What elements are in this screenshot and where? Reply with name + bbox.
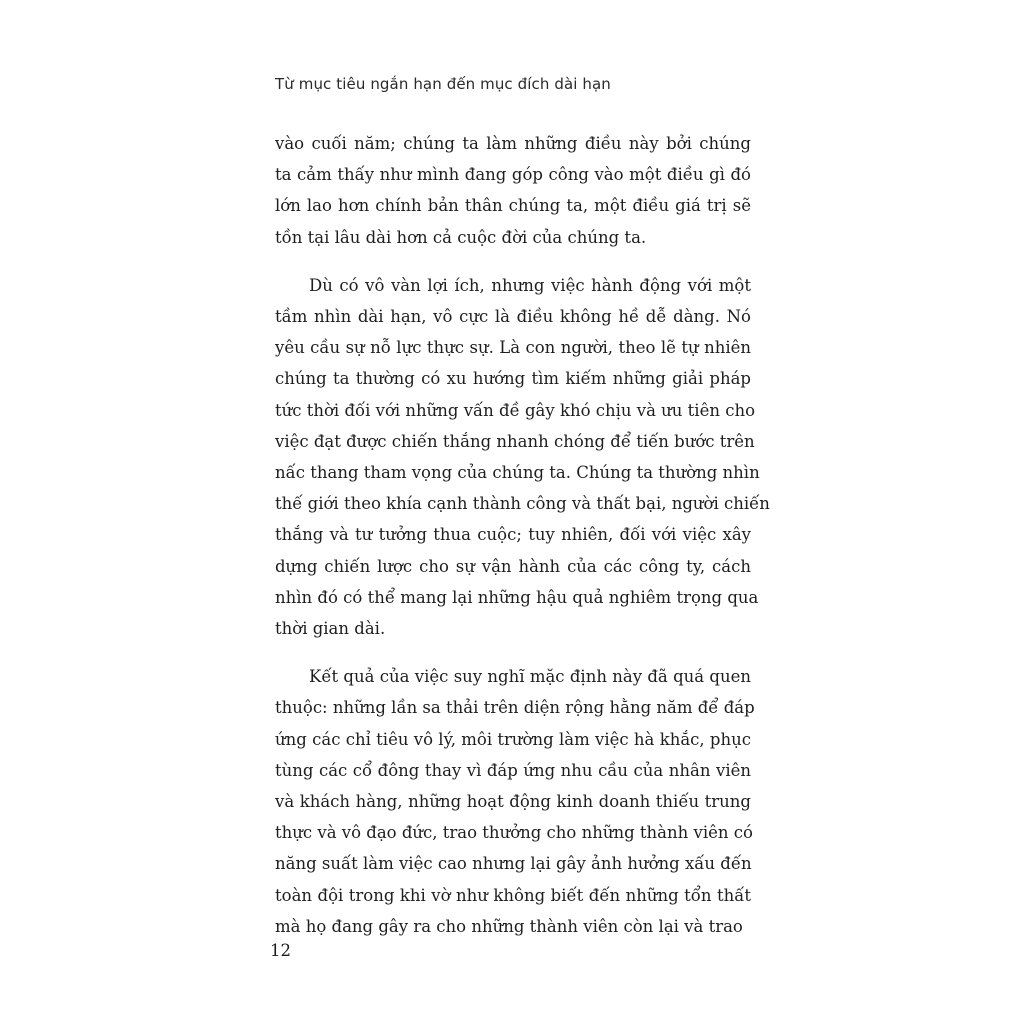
text-line: thuộc: những lần sa thải trên diện rộng hằng năm để đáp: [275, 698, 755, 718]
text-line: toàn đội trong khi vờ như không biết đến những tổn thất: [275, 885, 751, 905]
text-line: tầm nhìn dài hạn, vô cực là điều không hề dễ dàng. Nó: [275, 307, 751, 327]
text-line: tức thời đối với những vấn đề gây khó chịu và ưu tiên cho: [275, 400, 756, 420]
text-line: ứng các chỉ tiêu vô lý, môi trường làm việc hà khắc, phục: [275, 729, 751, 749]
paragraph: [275, 270, 770, 644]
text-line: nhìn đó có thể mang lại những hậu quả nghiêm trọng qua: [275, 587, 759, 607]
text-line: mà họ đang gây ra cho những thành viên còn lại và trao: [275, 916, 743, 936]
paragraph: [275, 128, 751, 253]
text-line: ta cảm thấy như mình đang góp công vào một điều gì đó: [275, 165, 751, 185]
text-line: và khách hàng, những hoạt động kinh doanh thiếu trung: [275, 792, 751, 812]
text-line: yêu cầu sự nỗ lực thực sự. Là con người, theo lẽ tự nhiên: [275, 338, 751, 358]
text-line: dựng chiến lược cho sự vận hành của các công ty, cách: [275, 556, 751, 576]
paragraph: [275, 661, 755, 942]
text-line: chúng ta thường có xu hướng tìm kiếm những giải pháp: [275, 369, 751, 389]
text-line: tùng các cổ đông thay vì đáp ứng nhu cầu của nhân viên: [275, 760, 751, 780]
text-line: tồn tại lâu dài hơn cả cuộc đời của chúng ta.: [275, 227, 647, 247]
text-line: vào cuối năm; chúng ta làm những điều này bởi chúng: [275, 134, 751, 153]
text-line: Dù có vô vàn lợi ích, nhưng việc hành động với một: [309, 275, 751, 295]
text-line: lớn lao hơn chính bản thân chúng ta, một điều giá trị sẽ: [275, 196, 751, 216]
text-line: thắng và tư tưởng thua cuộc; tuy nhiên, đối với việc xây: [275, 525, 751, 545]
text-line: năng suất làm việc cao nhưng lại gây ảnh hưởng xấu đến: [275, 854, 752, 874]
page-number: 12: [270, 941, 291, 960]
text-line: thực và vô đạo đức, trao thưởng cho những thành viên có: [275, 823, 753, 843]
text-line: thời gian dài.: [275, 619, 386, 639]
text-line: việc đạt được chiến thắng nhanh chóng để tiến bước trên: [275, 431, 755, 451]
text-line: thế giới theo khía cạnh thành công và thất bại, người chiến: [275, 494, 770, 514]
text-line: Kết quả của việc suy nghĩ mặc định này đã quá quen: [309, 667, 751, 687]
body-text: [275, 128, 770, 959]
text-line: nấc thang tham vọng của chúng ta. Chúng ta thường nhìn: [275, 463, 760, 483]
running-header: Từ mục tiêu ngắn hạn đến mục đích dài hạn: [275, 75, 611, 93]
